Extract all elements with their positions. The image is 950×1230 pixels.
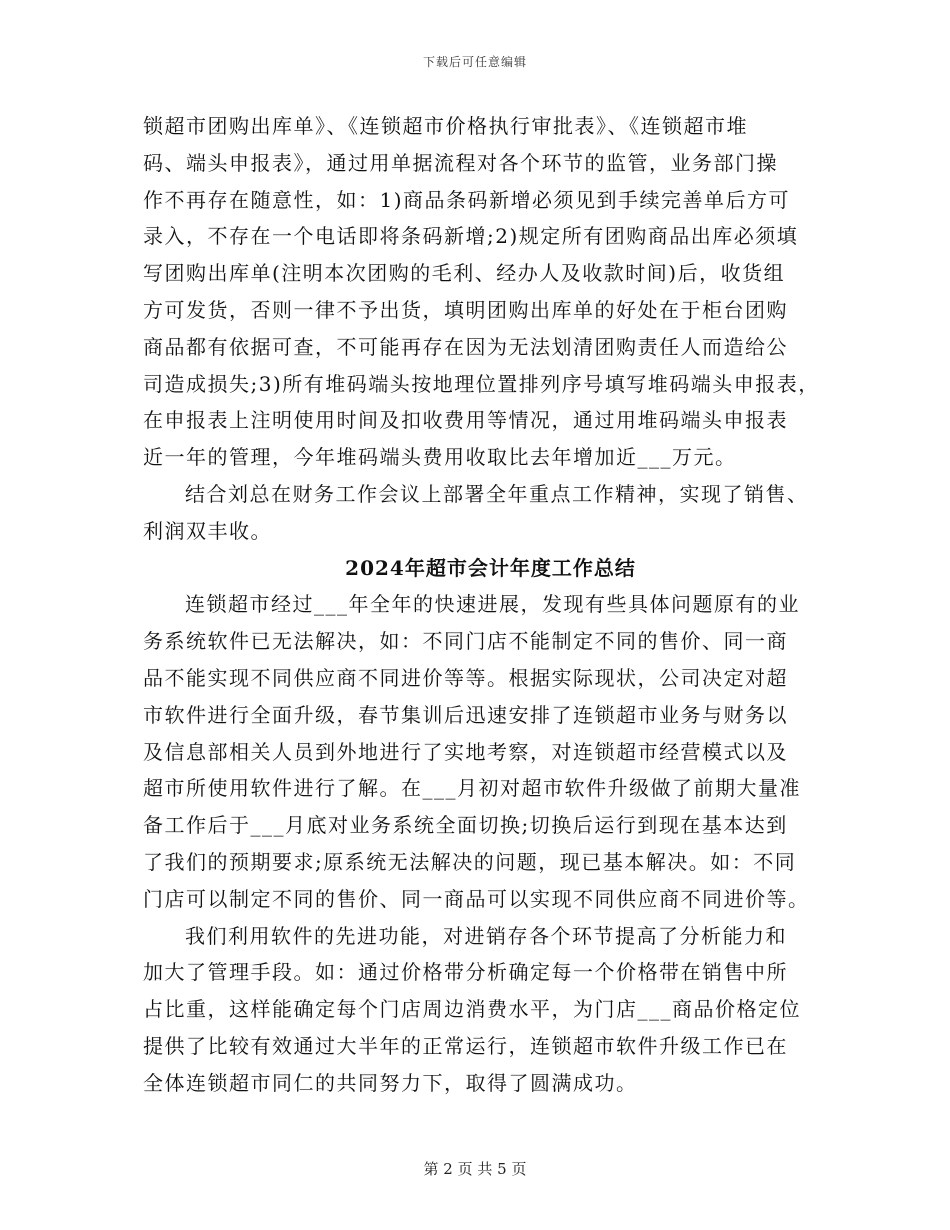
text-line: 我们利用软件的先进功能，对进销存各个环节提高了分析能力和 bbox=[185, 923, 787, 948]
text-line: 了我们的预期要求;原系统无法解决的问题，现已基本解决。如：不同 bbox=[143, 849, 797, 874]
page-number: 第 2 页 共 5 页 bbox=[423, 1160, 527, 1178]
document-body bbox=[143, 108, 820, 1102]
section-title: 2024年超市会计年度工作总结 bbox=[345, 555, 636, 580]
text-line: 全体连锁超市同仁的共同努力下，取得了圆满成功。 bbox=[143, 1070, 638, 1095]
text-line: 司造成损失;3)所有堆码端头按地理位置排列序号填写堆码端头申报表， bbox=[143, 371, 820, 396]
text-line: 码、端头申报表》，通过用单据流程对各个环节的监管，业务部门操 bbox=[143, 150, 778, 175]
text-line: 近一年的管理，今年堆码端头费用收取比去年增加近___万元。 bbox=[143, 445, 737, 470]
text-line: 提供了比较有效通过大半年的正常运行，连锁超市软件升级工作已在 bbox=[143, 1033, 788, 1058]
text-line: 占比重，这样能确定每个门店周边消费水平，为门店___商品价格定位 bbox=[143, 997, 801, 1022]
text-line: 门店可以制定不同的售价、同一商品可以实现不同供应商不同进价等。 bbox=[143, 886, 810, 911]
text-line: 备工作后于___月底对业务系统全面切换;切换后运行到现在基本达到 bbox=[143, 813, 788, 838]
text-line: 商品都有依据可查，不可能再存在因为无法划清团购责任人而造给公 bbox=[143, 334, 788, 359]
text-line: 结合刘总在财务工作会议上部署全年重点工作精神，实现了销售、 bbox=[185, 481, 809, 506]
text-line: 加大了管理手段。如：通过价格带分析确定每一个价格带在销售中所 bbox=[143, 960, 788, 985]
text-line: 超市所使用软件进行了解。在___月初对超市软件升级做了前期大量准 bbox=[143, 776, 801, 801]
text-line: 写团购出库单(注明本次团购的毛利、经办人及收款时间)后，收货组 bbox=[143, 261, 786, 286]
text-line: 品不能实现不同供应商不同进价等等。根据实际现状，公司决定对超 bbox=[143, 665, 788, 690]
text-line: 在申报表上注明使用时间及扣收费用等情况，通过用堆码端头申报表 bbox=[143, 408, 788, 433]
paragraph-continued bbox=[143, 108, 820, 476]
text-line: 方可发货，否则一律不予出货，填明团购出库单的好处在于柜台团购 bbox=[143, 297, 788, 322]
text-line: 作不再存在随意性，如：1)商品条码新增必须见到手续完善单后方可 bbox=[143, 187, 791, 212]
text-line: 录入，不存在一个电话即将条码新增;2)规定所有团购商品出库必须填 bbox=[143, 224, 799, 249]
text-line: 市软件进行全面升级，春节集训后迅速安排了连锁超市业务与财务以 bbox=[143, 702, 788, 727]
paragraph bbox=[143, 476, 813, 550]
text-line: 锁超市团购出库单》、《连锁超市价格执行审批表》、《连锁超市堆 bbox=[143, 114, 748, 138]
paragraph bbox=[143, 918, 813, 1102]
text-line: 及信息部相关人员到外地进行了实地考察，对连锁超市经营模式以及 bbox=[143, 739, 788, 764]
text-line: 连锁超市经过___年全年的快速进展，发现有些具体问题原有的业 bbox=[185, 592, 800, 617]
header-note: 下载后可任意编辑 bbox=[422, 55, 527, 69]
text-line: 务系统软件已无法解决，如：不同门店不能制定不同的售价、同一商 bbox=[143, 629, 788, 654]
paragraph bbox=[143, 586, 813, 917]
text-line: 利润双丰收。 bbox=[143, 518, 272, 543]
